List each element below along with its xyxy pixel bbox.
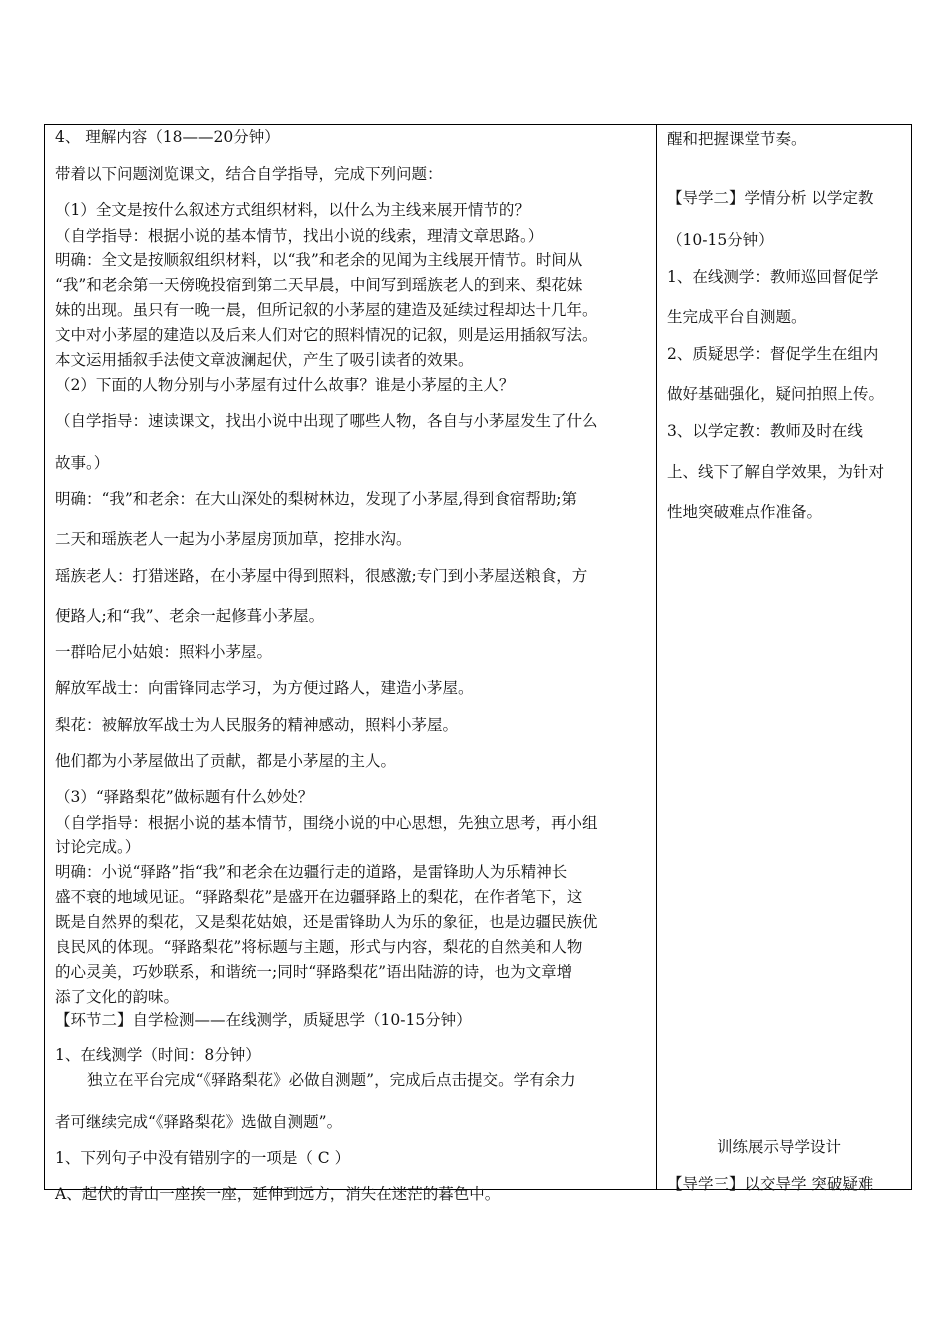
left-line: 解放军战士：向雷锋同志学习，为方便过路人，建造小茅屋。 <box>55 679 474 697</box>
left-line: 者可继续完成“《驿路梨花》选做自测题”。 <box>55 1113 343 1131</box>
right-line: 2、质疑思学：督促学生在组内 <box>667 345 879 363</box>
left-line: 故事。） <box>55 454 110 472</box>
left-line: 瑶族老人：打猎迷路，在小茅屋中得到照料，很感激;专门到小茅屋送粮食，方 <box>55 567 588 585</box>
section-heading: 【环节二】自学检测——在线测学，质疑思学（10-15分钟） <box>55 1011 472 1029</box>
option-a-text: A、起伏的青山一座挨一座，延伸到远方，消失在迷茫的暮色中。 <box>55 1185 501 1203</box>
right-line: 1、在线测学：教师巡回督促学 <box>667 268 879 286</box>
right-line: 做好基础强化，疑问拍照上传。 <box>667 385 885 403</box>
right-line: 性地突破难点作准备。 <box>667 503 823 521</box>
left-line: （自学指导：根据小说的基本情节，围绕小说的中心思想，先独立思考，再小组 <box>55 814 598 832</box>
left-line: 妹的出现。虽只有一晚一晨，但所记叙的小茅屋的建造及延续过程却达十几年。 <box>55 301 598 319</box>
section-heading: 【导学二】学情分析 以学定教 <box>667 189 874 207</box>
left-line: 明确：全文是按顺叙组织材料，以“我”和老余的见闻为主线展开情节。时间从 <box>55 251 583 269</box>
section-title: 训练展示导学设计 <box>716 1138 841 1156</box>
column-divider <box>656 125 657 1189</box>
left-line: 讨论完成。） <box>55 838 141 856</box>
left-line: （1）全文是按什么叙述方式组织材料，以什么为主线来展开情节的？ <box>55 201 530 219</box>
left-line: 1、在线测学（时间：8分钟） <box>55 1046 261 1064</box>
right-line: 3、以学定教：教师及时在线 <box>667 422 863 440</box>
right-line: （10-15分钟） <box>667 231 774 249</box>
left-line: 既是自然界的梨花，又是梨花姑娘，还是雷锋助人为乐的象征，也是边疆民族优 <box>55 913 598 931</box>
left-line: 便路人;和“我”、老余一起修葺小茅屋。 <box>55 607 325 625</box>
left-line: 添了文化的韵味。 <box>55 988 180 1006</box>
left-line: 明确：“我”和老余：在大山深处的梨树林边，发现了小茅屋,得到食宿帮助;第 <box>55 490 577 508</box>
left-line: （自学指导：速读课文，找出小说中出现了哪些人物，各自与小茅屋发生了什么 <box>55 412 598 430</box>
left-line: 良民风的体现。“驿路梨花”将标题与主题，形式与内容，梨花的自然美和人物 <box>55 938 583 956</box>
section-heading: 【导学三】以交导学 突破疑难 <box>667 1175 874 1193</box>
left-line: 一群哈尼小姑娘：照料小茅屋。 <box>55 643 273 661</box>
left-line: 独立在平台完成“《驿路梨花》必做自测题”，完成后点击提交。学有余力 <box>87 1071 576 1089</box>
left-line: 文中对小茅屋的建造以及后来人们对它的照料情况的记叙，则是运用插叙写法。 <box>55 326 598 344</box>
left-line: 4、 理解内容（18——20分钟） <box>55 128 280 146</box>
question-text: 1、下列句子中没有错别字的一项是（ C ） <box>55 1149 351 1167</box>
right-line: 生完成平台自测题。 <box>667 308 807 326</box>
right-line: 醒和把握课堂节奏。 <box>667 130 807 148</box>
left-line: 二天和瑶族老人一起为小茅屋房顶加草，挖排水沟。 <box>55 530 412 548</box>
left-line: （自学指导：根据小说的基本情节，找出小说的线索，理清文章思路。） <box>55 227 544 245</box>
left-line: （2）下面的人物分别与小茅屋有过什么故事？谁是小茅屋的主人？ <box>55 376 515 394</box>
right-line: 上、线下了解自学效果，为针对 <box>667 463 885 481</box>
left-line: 盛不衰的地域见证。“驿路梨花”是盛开在边疆驿路上的梨花，在作者笔下，这 <box>55 888 583 906</box>
lesson-table <box>44 124 912 1203</box>
left-line: 明确：小说“驿路”指“我”和老余在边疆行走的道路，是雷锋助人为乐精神长 <box>55 863 568 881</box>
left-line: 他们都为小茅屋做出了贡献，都是小茅屋的主人。 <box>55 752 397 770</box>
left-line: （3）“驿路梨花”做标题有什么妙处？ <box>55 788 314 806</box>
left-line: 梨花：被解放军战士为人民服务的精神感动，照料小茅屋。 <box>55 716 459 734</box>
left-line: “我”和老余第一天傍晚投宿到第二天早晨，中间写到瑶族老人的到来、梨花妹 <box>55 276 583 294</box>
left-line: 本文运用插叙手法使文章波澜起伏，产生了吸引读者的效果。 <box>55 351 474 369</box>
left-line: 带着以下问题浏览课文，结合自学指导，完成下列问题： <box>55 165 443 183</box>
left-line: 的心灵美，巧妙联系，和谐统一;同时“驿路梨花”语出陆游的诗，也为文章增 <box>55 963 573 981</box>
